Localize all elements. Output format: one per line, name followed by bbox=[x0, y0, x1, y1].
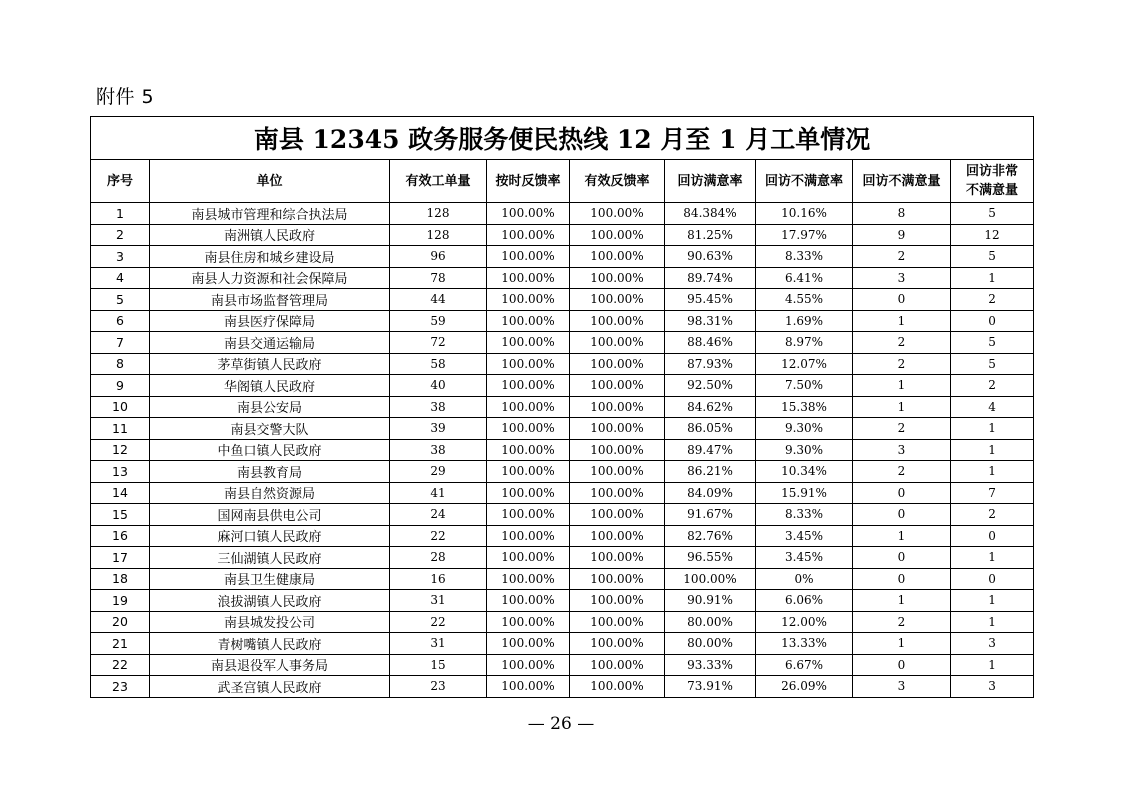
cell-revisit-dissatisfied-count: 8 bbox=[853, 203, 951, 225]
work-order-table bbox=[90, 116, 1034, 698]
cell-revisit-very-dissatisfied-count: 0 bbox=[951, 525, 1034, 547]
cell-revisit-satisfaction-rate: 93.33% bbox=[665, 654, 756, 676]
page-number: — 26 — bbox=[527, 714, 595, 734]
cell-revisit-very-dissatisfied-count: 1 bbox=[951, 267, 1034, 289]
cell-valid-orders: 23 bbox=[390, 676, 487, 698]
cell-on-time-feedback-rate: 100.00% bbox=[487, 525, 570, 547]
table-row bbox=[91, 654, 1034, 676]
cell-valid-feedback-rate: 100.00% bbox=[570, 633, 665, 655]
cell-unit: 南县交警大队 bbox=[150, 418, 390, 440]
cell-revisit-very-dissatisfied-count: 1 bbox=[951, 611, 1034, 633]
cell-valid-feedback-rate: 100.00% bbox=[570, 504, 665, 526]
cell-on-time-feedback-rate: 100.00% bbox=[487, 203, 570, 225]
cell-on-time-feedback-rate: 100.00% bbox=[487, 654, 570, 676]
header-valid-feedback-rate: 有效反馈率 bbox=[570, 160, 665, 203]
cell-revisit-dissatisfied-count: 0 bbox=[853, 504, 951, 526]
cell-index: 12 bbox=[91, 439, 150, 461]
cell-revisit-dissatisfied-count: 2 bbox=[853, 611, 951, 633]
cell-valid-orders: 128 bbox=[390, 203, 487, 225]
cell-valid-feedback-rate: 100.00% bbox=[570, 654, 665, 676]
cell-revisit-dissatisfaction-rate: 15.91% bbox=[756, 482, 853, 504]
cell-index: 2 bbox=[91, 224, 150, 246]
cell-revisit-dissatisfied-count: 2 bbox=[853, 418, 951, 440]
header-on-time-feedback-rate: 按时反馈率 bbox=[487, 160, 570, 203]
cell-revisit-very-dissatisfied-count: 1 bbox=[951, 461, 1034, 483]
cell-revisit-very-dissatisfied-count: 1 bbox=[951, 590, 1034, 612]
cell-revisit-dissatisfaction-rate: 7.50% bbox=[756, 375, 853, 397]
table-row bbox=[91, 633, 1034, 655]
cell-revisit-satisfaction-rate: 80.00% bbox=[665, 611, 756, 633]
table-row bbox=[91, 482, 1034, 504]
cell-revisit-satisfaction-rate: 86.05% bbox=[665, 418, 756, 440]
cell-unit: 南县交通运输局 bbox=[150, 332, 390, 354]
cell-index: 14 bbox=[91, 482, 150, 504]
cell-revisit-satisfaction-rate: 82.76% bbox=[665, 525, 756, 547]
cell-revisit-dissatisfaction-rate: 26.09% bbox=[756, 676, 853, 698]
cell-revisit-dissatisfaction-rate: 12.07% bbox=[756, 353, 853, 375]
cell-revisit-dissatisfied-count: 1 bbox=[853, 590, 951, 612]
cell-valid-orders: 38 bbox=[390, 439, 487, 461]
cell-unit: 武圣宫镇人民政府 bbox=[150, 676, 390, 698]
cell-valid-feedback-rate: 100.00% bbox=[570, 439, 665, 461]
cell-revisit-dissatisfaction-rate: 12.00% bbox=[756, 611, 853, 633]
cell-unit: 南县城发投公司 bbox=[150, 611, 390, 633]
cell-revisit-dissatisfied-count: 1 bbox=[853, 525, 951, 547]
cell-revisit-dissatisfied-count: 1 bbox=[853, 310, 951, 332]
cell-valid-orders: 24 bbox=[390, 504, 487, 526]
cell-revisit-very-dissatisfied-count: 5 bbox=[951, 246, 1034, 268]
cell-revisit-very-dissatisfied-count: 7 bbox=[951, 482, 1034, 504]
cell-valid-orders: 78 bbox=[390, 267, 487, 289]
cell-revisit-satisfaction-rate: 90.63% bbox=[665, 246, 756, 268]
cell-index: 9 bbox=[91, 375, 150, 397]
cell-revisit-dissatisfaction-rate: 8.33% bbox=[756, 504, 853, 526]
table-row bbox=[91, 525, 1034, 547]
cell-index: 15 bbox=[91, 504, 150, 526]
cell-unit: 国网南县供电公司 bbox=[150, 504, 390, 526]
cell-index: 17 bbox=[91, 547, 150, 569]
cell-revisit-dissatisfied-count: 0 bbox=[853, 289, 951, 311]
cell-revisit-satisfaction-rate: 95.45% bbox=[665, 289, 756, 311]
table-row bbox=[91, 267, 1034, 289]
cell-index: 1 bbox=[91, 203, 150, 225]
header-revisit-dissatisfaction-rate: 回访不满意率 bbox=[756, 160, 853, 203]
cell-valid-feedback-rate: 100.00% bbox=[570, 547, 665, 569]
table-row bbox=[91, 504, 1034, 526]
cell-revisit-very-dissatisfied-count: 5 bbox=[951, 353, 1034, 375]
cell-unit: 南县卫生健康局 bbox=[150, 568, 390, 590]
cell-unit: 南县教育局 bbox=[150, 461, 390, 483]
cell-revisit-satisfaction-rate: 87.93% bbox=[665, 353, 756, 375]
cell-revisit-dissatisfaction-rate: 15.38% bbox=[756, 396, 853, 418]
cell-revisit-dissatisfaction-rate: 17.97% bbox=[756, 224, 853, 246]
cell-unit: 南县城市管理和综合执法局 bbox=[150, 203, 390, 225]
cell-revisit-satisfaction-rate: 89.47% bbox=[665, 439, 756, 461]
cell-revisit-dissatisfied-count: 0 bbox=[853, 568, 951, 590]
cell-revisit-satisfaction-rate: 90.91% bbox=[665, 590, 756, 612]
cell-on-time-feedback-rate: 100.00% bbox=[487, 375, 570, 397]
table-row bbox=[91, 353, 1034, 375]
cell-valid-feedback-rate: 100.00% bbox=[570, 353, 665, 375]
cell-valid-feedback-rate: 100.00% bbox=[570, 418, 665, 440]
cell-valid-feedback-rate: 100.00% bbox=[570, 590, 665, 612]
table-row bbox=[91, 246, 1034, 268]
cell-revisit-very-dissatisfied-count: 5 bbox=[951, 332, 1034, 354]
cell-unit: 华阁镇人民政府 bbox=[150, 375, 390, 397]
cell-revisit-satisfaction-rate: 86.21% bbox=[665, 461, 756, 483]
table-row bbox=[91, 332, 1034, 354]
cell-revisit-dissatisfaction-rate: 10.34% bbox=[756, 461, 853, 483]
cell-on-time-feedback-rate: 100.00% bbox=[487, 418, 570, 440]
cell-valid-feedback-rate: 100.00% bbox=[570, 203, 665, 225]
attachment-label: 附件 5 bbox=[96, 86, 155, 108]
cell-on-time-feedback-rate: 100.00% bbox=[487, 568, 570, 590]
cell-valid-feedback-rate: 100.00% bbox=[570, 332, 665, 354]
cell-on-time-feedback-rate: 100.00% bbox=[487, 461, 570, 483]
cell-on-time-feedback-rate: 100.00% bbox=[487, 224, 570, 246]
cell-revisit-satisfaction-rate: 81.25% bbox=[665, 224, 756, 246]
cell-revisit-dissatisfaction-rate: 13.33% bbox=[756, 633, 853, 655]
cell-revisit-very-dissatisfied-count: 1 bbox=[951, 547, 1034, 569]
cell-valid-feedback-rate: 100.00% bbox=[570, 396, 665, 418]
cell-unit: 南县医疗保障局 bbox=[150, 310, 390, 332]
table-header-row bbox=[91, 160, 1034, 203]
cell-valid-feedback-rate: 100.00% bbox=[570, 246, 665, 268]
cell-revisit-dissatisfaction-rate: 3.45% bbox=[756, 525, 853, 547]
cell-valid-orders: 31 bbox=[390, 590, 487, 612]
cell-unit: 中鱼口镇人民政府 bbox=[150, 439, 390, 461]
cell-valid-orders: 58 bbox=[390, 353, 487, 375]
cell-revisit-dissatisfaction-rate: 6.06% bbox=[756, 590, 853, 612]
cell-unit: 浪拔湖镇人民政府 bbox=[150, 590, 390, 612]
cell-index: 23 bbox=[91, 676, 150, 698]
header-revisit-very-dissatisfied-count: 回访非常 不满意量 bbox=[951, 160, 1034, 203]
cell-revisit-satisfaction-rate: 88.46% bbox=[665, 332, 756, 354]
cell-valid-feedback-rate: 100.00% bbox=[570, 482, 665, 504]
cell-index: 16 bbox=[91, 525, 150, 547]
cell-valid-feedback-rate: 100.00% bbox=[570, 525, 665, 547]
cell-revisit-satisfaction-rate: 73.91% bbox=[665, 676, 756, 698]
cell-revisit-very-dissatisfied-count: 1 bbox=[951, 654, 1034, 676]
cell-on-time-feedback-rate: 100.00% bbox=[487, 590, 570, 612]
cell-valid-orders: 28 bbox=[390, 547, 487, 569]
cell-revisit-satisfaction-rate: 89.74% bbox=[665, 267, 756, 289]
cell-on-time-feedback-rate: 100.00% bbox=[487, 246, 570, 268]
cell-on-time-feedback-rate: 100.00% bbox=[487, 353, 570, 375]
cell-unit: 南洲镇人民政府 bbox=[150, 224, 390, 246]
cell-on-time-feedback-rate: 100.00% bbox=[487, 310, 570, 332]
cell-index: 4 bbox=[91, 267, 150, 289]
cell-revisit-dissatisfaction-rate: 1.69% bbox=[756, 310, 853, 332]
header-valid-orders: 有效工单量 bbox=[390, 160, 487, 203]
cell-revisit-dissatisfied-count: 0 bbox=[853, 547, 951, 569]
cell-index: 18 bbox=[91, 568, 150, 590]
cell-valid-feedback-rate: 100.00% bbox=[570, 375, 665, 397]
cell-revisit-dissatisfaction-rate: 4.55% bbox=[756, 289, 853, 311]
cell-on-time-feedback-rate: 100.00% bbox=[487, 676, 570, 698]
cell-revisit-dissatisfied-count: 2 bbox=[853, 332, 951, 354]
cell-index: 8 bbox=[91, 353, 150, 375]
cell-revisit-very-dissatisfied-count: 3 bbox=[951, 676, 1034, 698]
cell-revisit-dissatisfaction-rate: 8.33% bbox=[756, 246, 853, 268]
cell-valid-orders: 15 bbox=[390, 654, 487, 676]
cell-revisit-dissatisfied-count: 2 bbox=[853, 461, 951, 483]
table-row bbox=[91, 375, 1034, 397]
cell-valid-orders: 96 bbox=[390, 246, 487, 268]
cell-unit: 南县住房和城乡建设局 bbox=[150, 246, 390, 268]
cell-unit: 麻河口镇人民政府 bbox=[150, 525, 390, 547]
header-revisit-dissatisfied-count: 回访不满意量 bbox=[853, 160, 951, 203]
cell-revisit-very-dissatisfied-count: 5 bbox=[951, 203, 1034, 225]
cell-revisit-very-dissatisfied-count: 2 bbox=[951, 289, 1034, 311]
cell-revisit-dissatisfaction-rate: 9.30% bbox=[756, 418, 853, 440]
cell-on-time-feedback-rate: 100.00% bbox=[487, 633, 570, 655]
cell-valid-feedback-rate: 100.00% bbox=[570, 224, 665, 246]
cell-revisit-dissatisfaction-rate: 8.97% bbox=[756, 332, 853, 354]
cell-on-time-feedback-rate: 100.00% bbox=[487, 482, 570, 504]
table-row bbox=[91, 547, 1034, 569]
table-row bbox=[91, 461, 1034, 483]
cell-unit: 青树嘴镇人民政府 bbox=[150, 633, 390, 655]
cell-on-time-feedback-rate: 100.00% bbox=[487, 332, 570, 354]
cell-index: 21 bbox=[91, 633, 150, 655]
cell-revisit-satisfaction-rate: 84.62% bbox=[665, 396, 756, 418]
cell-revisit-very-dissatisfied-count: 2 bbox=[951, 375, 1034, 397]
cell-revisit-dissatisfaction-rate: 3.45% bbox=[756, 547, 853, 569]
cell-valid-feedback-rate: 100.00% bbox=[570, 267, 665, 289]
cell-on-time-feedback-rate: 100.00% bbox=[487, 267, 570, 289]
table-row bbox=[91, 396, 1034, 418]
cell-revisit-dissatisfied-count: 0 bbox=[853, 654, 951, 676]
cell-on-time-feedback-rate: 100.00% bbox=[487, 547, 570, 569]
cell-revisit-satisfaction-rate: 98.31% bbox=[665, 310, 756, 332]
cell-on-time-feedback-rate: 100.00% bbox=[487, 289, 570, 311]
table-body bbox=[91, 203, 1034, 698]
cell-unit: 南县公安局 bbox=[150, 396, 390, 418]
cell-valid-orders: 128 bbox=[390, 224, 487, 246]
header-index: 序号 bbox=[91, 160, 150, 203]
cell-valid-feedback-rate: 100.00% bbox=[570, 289, 665, 311]
cell-revisit-dissatisfaction-rate: 9.30% bbox=[756, 439, 853, 461]
cell-revisit-satisfaction-rate: 100.00% bbox=[665, 568, 756, 590]
cell-index: 5 bbox=[91, 289, 150, 311]
cell-on-time-feedback-rate: 100.00% bbox=[487, 504, 570, 526]
table-row bbox=[91, 203, 1034, 225]
table-title: 南县 12345 政务服务便民热线 12 月至 1 月工单情况 bbox=[91, 117, 1034, 160]
table-row bbox=[91, 310, 1034, 332]
cell-valid-feedback-rate: 100.00% bbox=[570, 676, 665, 698]
cell-revisit-dissatisfied-count: 3 bbox=[853, 439, 951, 461]
cell-unit: 南县人力资源和社会保障局 bbox=[150, 267, 390, 289]
cell-index: 6 bbox=[91, 310, 150, 332]
table-row bbox=[91, 439, 1034, 461]
cell-valid-orders: 41 bbox=[390, 482, 487, 504]
cell-revisit-dissatisfied-count: 0 bbox=[853, 482, 951, 504]
cell-revisit-dissatisfaction-rate: 0% bbox=[756, 568, 853, 590]
cell-unit: 茅草街镇人民政府 bbox=[150, 353, 390, 375]
cell-revisit-dissatisfied-count: 3 bbox=[853, 676, 951, 698]
cell-index: 11 bbox=[91, 418, 150, 440]
table-row bbox=[91, 611, 1034, 633]
cell-valid-orders: 31 bbox=[390, 633, 487, 655]
cell-valid-orders: 16 bbox=[390, 568, 487, 590]
cell-revisit-very-dissatisfied-count: 1 bbox=[951, 418, 1034, 440]
cell-unit: 南县退役军人事务局 bbox=[150, 654, 390, 676]
cell-valid-feedback-rate: 100.00% bbox=[570, 568, 665, 590]
cell-valid-orders: 22 bbox=[390, 525, 487, 547]
cell-revisit-dissatisfaction-rate: 6.41% bbox=[756, 267, 853, 289]
cell-index: 19 bbox=[91, 590, 150, 612]
cell-revisit-dissatisfied-count: 9 bbox=[853, 224, 951, 246]
cell-index: 7 bbox=[91, 332, 150, 354]
header-unit: 单位 bbox=[150, 160, 390, 203]
cell-valid-feedback-rate: 100.00% bbox=[570, 461, 665, 483]
cell-on-time-feedback-rate: 100.00% bbox=[487, 396, 570, 418]
table-row bbox=[91, 676, 1034, 698]
cell-on-time-feedback-rate: 100.00% bbox=[487, 439, 570, 461]
cell-revisit-very-dissatisfied-count: 2 bbox=[951, 504, 1034, 526]
cell-revisit-satisfaction-rate: 84.09% bbox=[665, 482, 756, 504]
table-row bbox=[91, 289, 1034, 311]
cell-valid-orders: 22 bbox=[390, 611, 487, 633]
cell-revisit-very-dissatisfied-count: 3 bbox=[951, 633, 1034, 655]
cell-unit: 南县自然资源局 bbox=[150, 482, 390, 504]
cell-revisit-very-dissatisfied-count: 0 bbox=[951, 310, 1034, 332]
cell-index: 3 bbox=[91, 246, 150, 268]
cell-revisit-dissatisfied-count: 3 bbox=[853, 267, 951, 289]
table-row bbox=[91, 224, 1034, 246]
cell-valid-orders: 40 bbox=[390, 375, 487, 397]
cell-revisit-satisfaction-rate: 92.50% bbox=[665, 375, 756, 397]
cell-revisit-very-dissatisfied-count: 0 bbox=[951, 568, 1034, 590]
cell-valid-orders: 38 bbox=[390, 396, 487, 418]
cell-valid-orders: 39 bbox=[390, 418, 487, 440]
cell-revisit-dissatisfied-count: 1 bbox=[853, 633, 951, 655]
cell-revisit-satisfaction-rate: 80.00% bbox=[665, 633, 756, 655]
cell-valid-feedback-rate: 100.00% bbox=[570, 310, 665, 332]
cell-revisit-very-dissatisfied-count: 4 bbox=[951, 396, 1034, 418]
table-row bbox=[91, 590, 1034, 612]
cell-index: 10 bbox=[91, 396, 150, 418]
cell-index: 22 bbox=[91, 654, 150, 676]
cell-valid-orders: 29 bbox=[390, 461, 487, 483]
cell-valid-orders: 44 bbox=[390, 289, 487, 311]
cell-revisit-dissatisfied-count: 1 bbox=[853, 396, 951, 418]
cell-revisit-dissatisfied-count: 2 bbox=[853, 246, 951, 268]
cell-revisit-very-dissatisfied-count: 12 bbox=[951, 224, 1034, 246]
cell-valid-feedback-rate: 100.00% bbox=[570, 611, 665, 633]
cell-revisit-very-dissatisfied-count: 1 bbox=[951, 439, 1034, 461]
cell-revisit-dissatisfaction-rate: 6.67% bbox=[756, 654, 853, 676]
cell-revisit-dissatisfaction-rate: 10.16% bbox=[756, 203, 853, 225]
table-row bbox=[91, 418, 1034, 440]
cell-valid-orders: 72 bbox=[390, 332, 487, 354]
cell-revisit-dissatisfied-count: 2 bbox=[853, 353, 951, 375]
cell-unit: 三仙湖镇人民政府 bbox=[150, 547, 390, 569]
cell-revisit-satisfaction-rate: 96.55% bbox=[665, 547, 756, 569]
cell-on-time-feedback-rate: 100.00% bbox=[487, 611, 570, 633]
header-revisit-satisfaction-rate: 回访满意率 bbox=[665, 160, 756, 203]
cell-index: 13 bbox=[91, 461, 150, 483]
cell-valid-orders: 59 bbox=[390, 310, 487, 332]
cell-revisit-satisfaction-rate: 84.384% bbox=[665, 203, 756, 225]
cell-index: 20 bbox=[91, 611, 150, 633]
cell-revisit-satisfaction-rate: 91.67% bbox=[665, 504, 756, 526]
cell-unit: 南县市场监督管理局 bbox=[150, 289, 390, 311]
cell-revisit-dissatisfied-count: 1 bbox=[853, 375, 951, 397]
table-row bbox=[91, 568, 1034, 590]
